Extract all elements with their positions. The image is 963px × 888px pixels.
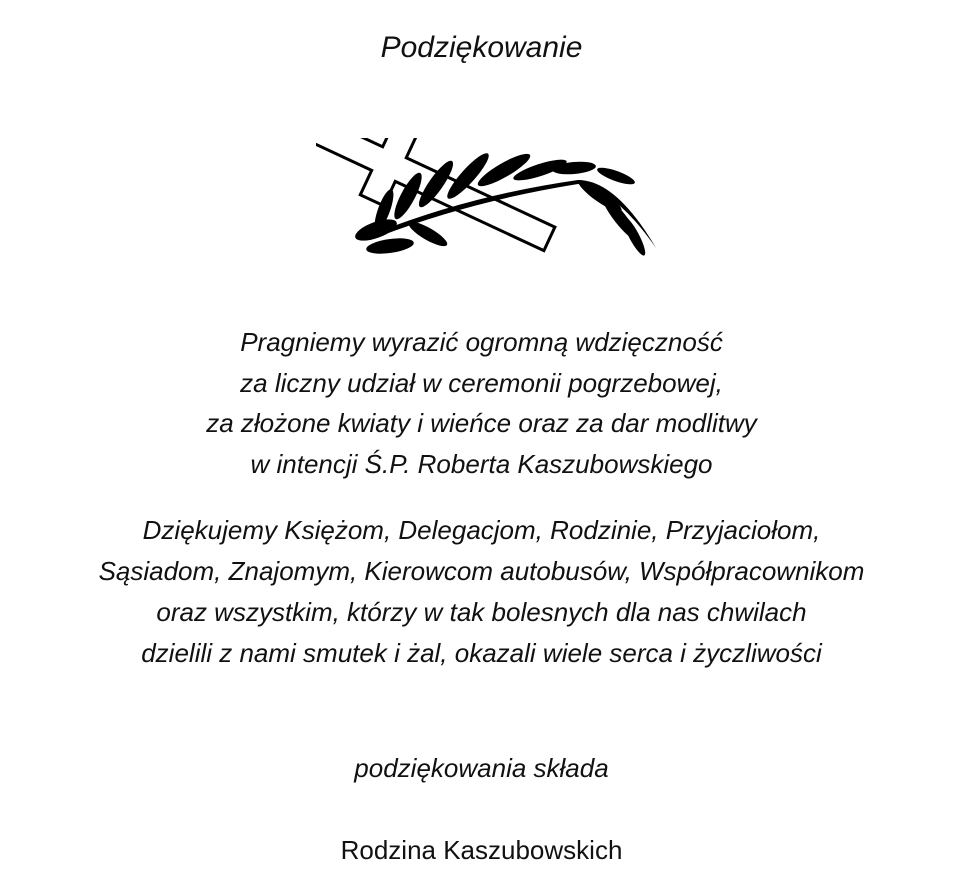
page-title: Podziękowanie	[380, 31, 583, 64]
text-line: za liczny udział w ceremonii pogrzebowej,	[240, 367, 723, 398]
gratitude-paragraph	[0, 322, 963, 484]
thanks-paragraph	[0, 510, 963, 674]
text-line: w intencji Ś.P. Roberta Kaszubowskiego	[250, 448, 713, 479]
text-line: Sąsiadom, Znajomym, Kierowcom autobusów, Współpracownikom	[98, 556, 865, 586]
cross-with-palm-branch-icon	[316, 138, 662, 260]
text-line: dzielili z nami smutek i żal, okazali wiele serca i życzliwości	[141, 638, 822, 668]
text-line: Dziękujemy Księżom, Delegacjom, Rodzinie, Przyjaciołom,	[142, 515, 821, 545]
text-line: oraz wszystkim, którzy w tak bolesnych dla nas chwilach	[156, 597, 807, 627]
text-line: Pragniemy wyrazić ogromną wdzięczność	[240, 327, 723, 357]
family-signature: Rodzina Kaszubowskich	[340, 835, 623, 865]
text-line: za złożone kwiaty i wieńce oraz za dar modlitwy	[206, 408, 757, 438]
signoff-text: podziękowania składa	[354, 753, 609, 783]
